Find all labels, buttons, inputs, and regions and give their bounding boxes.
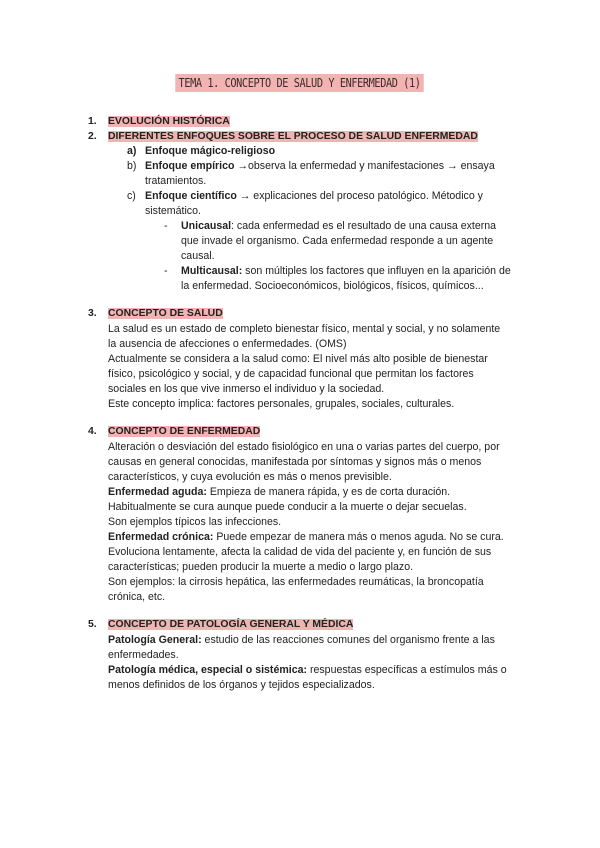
subitem-unicausal-cont2: causal. [181,250,215,262]
enfermedad-paragraph-line: Alteración o desviación del estado fisiológico en una o varias partes del cuerpo, por [108,441,500,453]
patologia-medica-label: Patología médica, especial o sistémica: [108,664,308,676]
section-number: 1. [88,116,97,127]
enfoque-item-c-cont: sistemático. [145,205,201,217]
section-2-heading [88,129,478,145]
salud-paragraph-line: sociales en los que vive inmerso el individuo y la sociedad. [108,383,385,395]
enfoque-item-a [127,144,275,160]
patologia-medica-text: respuestas específicas a estímulos más o [307,664,507,676]
enfermedad-aguda-label: Enfermedad aguda: [108,486,207,498]
section-title: DIFERENTES ENFOQUES SOBRE EL PROCESO DE SALUD ENFERMEDAD [108,131,478,142]
section-1-heading [88,114,230,130]
section-5-heading [88,617,353,633]
patologia-general-cont: enfermedades. [108,649,179,661]
section-number: 3. [88,308,97,319]
enfermedad-cronica-text: Puede empezar de manera más o menos aguda. No se cura. [213,531,504,543]
section-title: CONCEPTO DE ENFERMEDAD [108,426,261,437]
subitem-text: son múltiples los factores que influyen en la aparición de [242,265,511,277]
enfermedad-paragraph-line: característicos, y cuya evolución es más o menos previsible. [108,471,392,483]
patologia-medica-cont: menos definidos de los órganos y tejidos especializados. [108,679,375,691]
enfoque-item-b [127,159,495,175]
salud-paragraph-line: físico, psicológico y social, y de capacidad funcional que permitan los factores [108,368,474,380]
subitem-text: : cada enfermedad es el resultado de una causa externa [231,220,497,232]
enfermedad-cronica-line [108,530,504,546]
enfoque-text: →observa la enfermedad y manifestaciones → ensaya [234,160,495,172]
enfermedad-paragraph-line: Son ejemplos: la cirrosis hepática, las enfermedades reumáticas, la broncopatía [108,576,484,588]
patologia-general-line [108,633,495,649]
page-title: TEMA 1. CONCEPTO DE SALUD Y ENFERMEDAD (1) [176,74,425,92]
subitem-label: Unicausal [181,220,232,232]
list-marker: a) [127,145,137,157]
salud-paragraph-line: Actualmente se considera a la salud como: El nivel más alto posible de bienestar [108,353,488,365]
enfermedad-aguda-text: Empieza de manera rápida, y es de corta duración. [206,486,451,498]
subitem-multicausal-cont: la enfermedad. Socioeconómicos, biológicos, físicos, químicos... [181,280,484,292]
section-4-heading [88,424,260,440]
enfermedad-paragraph-line: Habitualmente se cura aunque puede conducir a la muerte o dejar secuelas. [108,501,467,513]
list-marker: c) [127,190,136,202]
section-number: 5. [88,619,97,630]
enfoque-text: → explicaciones del proceso patológico. Métodico y [236,190,483,202]
list-marker: b) [127,160,137,172]
title-container [0,74,600,93]
subitem-unicausal-cont1: que invade el organismo. Cada enfermedad responde a un agente [181,235,494,247]
enfermedad-paragraph-line: Evoluciona lentamente, afecta la calidad de vida del paciente y, en función de sus [108,546,492,558]
salud-paragraph-line: La salud es un estado de completo bienestar físico, mental y social, y no solamente [108,323,501,335]
enfermedad-paragraph-line: crónica, etc. [108,591,166,603]
enfermedad-cronica-label: Enfermedad crónica: [108,531,214,543]
enfermedad-paragraph-line: Son ejemplos típicos las infecciones. [108,516,282,528]
enfermedad-paragraph-line: características; pueden producir la muerte a medio o largo plazo. [108,561,414,573]
subitem-label: Multicausal: [181,265,243,277]
section-3-heading [88,306,223,322]
section-title: CONCEPTO DE PATOLOGÍA GENERAL Y MÉDICA [108,619,354,630]
section-title: EVOLUCIÓN HISTÓRICA [108,116,230,127]
enfoque-label: Enfoque empírico [145,160,235,172]
enfermedad-paragraph-line: causas en general conocidas, manifestada por síntomas y signos más o menos [108,456,482,468]
enfoque-label: Enfoque científico [145,190,237,202]
salud-paragraph-line: la ausencia de afecciones o enfermedades. (OMS) [108,338,347,350]
section-number: 2. [88,131,97,142]
enfoque-item-c [127,189,483,205]
list-marker: - [164,265,168,277]
salud-paragraph-line: Este concepto implica: factores personales, grupales, sociales, culturales. [108,398,455,410]
list-marker: - [164,220,168,232]
patologia-general-label: Patología General: [108,634,202,646]
enfoque-item-b-cont: tratamientos. [145,175,207,187]
subitem-multicausal [164,264,511,280]
enfoque-label: Enfoque mágico-religioso [145,145,276,157]
section-title: CONCEPTO DE SALUD [108,308,223,319]
enfermedad-aguda-line [108,485,450,501]
subitem-unicausal [164,219,496,235]
section-number: 4. [88,426,97,437]
patologia-general-text: estudio de las reacciones comunes del organismo frente a las [201,634,495,646]
patologia-medica-line [108,663,507,679]
